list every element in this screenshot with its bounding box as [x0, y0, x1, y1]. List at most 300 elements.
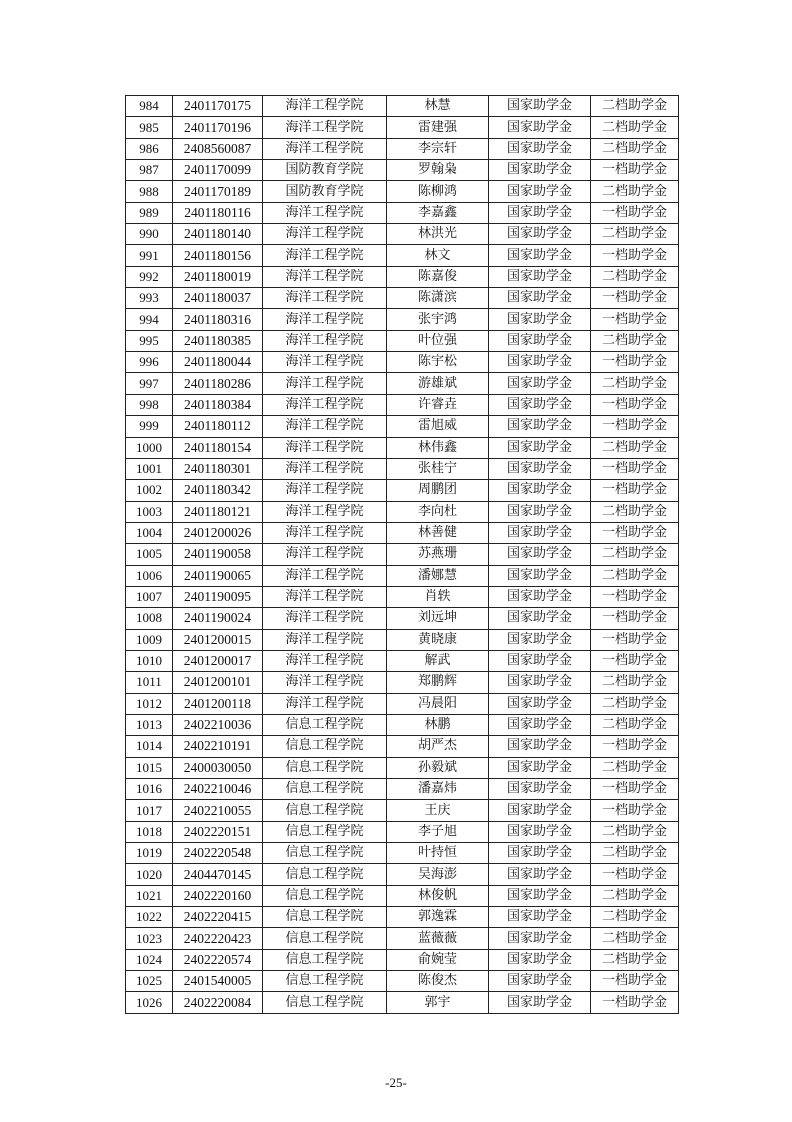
cell-college: 信息工程学院	[263, 843, 387, 864]
cell-student-name: 李向杜	[387, 501, 489, 522]
cell-grant-type: 国家助学金	[489, 309, 591, 330]
cell-grant-level: 一档助学金	[591, 202, 679, 223]
cell-serial-no: 1025	[126, 971, 173, 992]
cell-grant-type: 国家助学金	[489, 117, 591, 138]
cell-student-name: 林善健	[387, 522, 489, 543]
cell-college: 信息工程学院	[263, 779, 387, 800]
cell-college: 海洋工程学院	[263, 117, 387, 138]
table-row	[126, 202, 679, 223]
cell-student-id: 2402220574	[173, 949, 263, 970]
cell-student-name: 李子旭	[387, 821, 489, 842]
cell-student-id: 2401180286	[173, 373, 263, 394]
cell-serial-no: 987	[126, 160, 173, 181]
cell-grant-type: 国家助学金	[489, 224, 591, 245]
cell-college: 信息工程学院	[263, 757, 387, 778]
cell-student-id: 2402210055	[173, 800, 263, 821]
table-row	[126, 544, 679, 565]
cell-grant-level: 一档助学金	[591, 288, 679, 309]
cell-student-id: 2402220548	[173, 843, 263, 864]
cell-grant-type: 国家助学金	[489, 330, 591, 351]
cell-student-id: 2402220160	[173, 885, 263, 906]
cell-serial-no: 991	[126, 245, 173, 266]
cell-serial-no: 1023	[126, 928, 173, 949]
cell-grant-level: 二档助学金	[591, 181, 679, 202]
cell-student-name: 李宗轩	[387, 138, 489, 159]
cell-grant-level: 二档助学金	[591, 949, 679, 970]
cell-college: 国防教育学院	[263, 181, 387, 202]
cell-college: 海洋工程学院	[263, 224, 387, 245]
cell-student-name: 周鹏团	[387, 480, 489, 501]
cell-student-name: 李嘉鑫	[387, 202, 489, 223]
cell-serial-no: 1012	[126, 693, 173, 714]
cell-grant-type: 国家助学金	[489, 693, 591, 714]
cell-student-id: 2401180044	[173, 352, 263, 373]
cell-college: 海洋工程学院	[263, 522, 387, 543]
table-row	[126, 864, 679, 885]
cell-student-name: 陈俊杰	[387, 971, 489, 992]
cell-serial-no: 1026	[126, 992, 173, 1013]
cell-student-name: 叶持恒	[387, 843, 489, 864]
cell-student-id: 2402210046	[173, 779, 263, 800]
cell-grant-type: 国家助学金	[489, 608, 591, 629]
table-row	[126, 736, 679, 757]
cell-college: 信息工程学院	[263, 907, 387, 928]
cell-grant-type: 国家助学金	[489, 96, 591, 117]
cell-grant-level: 一档助学金	[591, 160, 679, 181]
cell-college: 信息工程学院	[263, 736, 387, 757]
cell-student-id: 2401180384	[173, 394, 263, 415]
cell-grant-level: 一档助学金	[591, 629, 679, 650]
cell-serial-no: 1007	[126, 586, 173, 607]
cell-student-id: 2401170099	[173, 160, 263, 181]
cell-grant-level: 二档助学金	[591, 224, 679, 245]
cell-grant-level: 二档助学金	[591, 96, 679, 117]
cell-grant-level: 一档助学金	[591, 992, 679, 1013]
table-row	[126, 693, 679, 714]
cell-college: 海洋工程学院	[263, 501, 387, 522]
cell-college: 信息工程学院	[263, 928, 387, 949]
cell-grant-type: 国家助学金	[489, 480, 591, 501]
table-row	[126, 522, 679, 543]
cell-college: 海洋工程学院	[263, 266, 387, 287]
cell-grant-type: 国家助学金	[489, 160, 591, 181]
table-row	[126, 885, 679, 906]
cell-grant-type: 国家助学金	[489, 522, 591, 543]
cell-serial-no: 1022	[126, 907, 173, 928]
cell-grant-type: 国家助学金	[489, 458, 591, 479]
cell-student-id: 2401170175	[173, 96, 263, 117]
cell-student-name: 许睿垚	[387, 394, 489, 415]
cell-student-id: 2402220415	[173, 907, 263, 928]
cell-student-name: 胡严杰	[387, 736, 489, 757]
table-row	[126, 672, 679, 693]
table-row	[126, 800, 679, 821]
cell-college: 海洋工程学院	[263, 309, 387, 330]
cell-student-name: 陈宇松	[387, 352, 489, 373]
cell-serial-no: 994	[126, 309, 173, 330]
cell-college: 海洋工程学院	[263, 565, 387, 586]
cell-serial-no: 997	[126, 373, 173, 394]
grant-list-table	[125, 95, 679, 1014]
cell-student-name: 俞婉莹	[387, 949, 489, 970]
cell-serial-no: 1006	[126, 565, 173, 586]
table-row	[126, 224, 679, 245]
cell-student-name: 林慧	[387, 96, 489, 117]
cell-grant-level: 二档助学金	[591, 885, 679, 906]
cell-grant-type: 国家助学金	[489, 992, 591, 1013]
cell-grant-type: 国家助学金	[489, 202, 591, 223]
cell-grant-type: 国家助学金	[489, 544, 591, 565]
cell-serial-no: 990	[126, 224, 173, 245]
cell-student-name: 林鹏	[387, 714, 489, 735]
cell-serial-no: 986	[126, 138, 173, 159]
cell-serial-no: 1008	[126, 608, 173, 629]
table-row	[126, 629, 679, 650]
cell-grant-level: 一档助学金	[591, 480, 679, 501]
cell-grant-level: 一档助学金	[591, 864, 679, 885]
cell-college: 信息工程学院	[263, 714, 387, 735]
cell-serial-no: 1017	[126, 800, 173, 821]
cell-grant-level: 二档助学金	[591, 501, 679, 522]
cell-serial-no: 1010	[126, 650, 173, 671]
cell-serial-no: 985	[126, 117, 173, 138]
cell-grant-level: 一档助学金	[591, 736, 679, 757]
cell-college: 海洋工程学院	[263, 245, 387, 266]
cell-student-id: 2401180154	[173, 437, 263, 458]
cell-college: 海洋工程学院	[263, 138, 387, 159]
cell-student-id: 2401200118	[173, 693, 263, 714]
cell-college: 海洋工程学院	[263, 586, 387, 607]
cell-grant-type: 国家助学金	[489, 266, 591, 287]
cell-student-name: 苏燕珊	[387, 544, 489, 565]
cell-college: 信息工程学院	[263, 992, 387, 1013]
cell-college: 国防教育学院	[263, 160, 387, 181]
cell-serial-no: 988	[126, 181, 173, 202]
cell-student-name: 肖轶	[387, 586, 489, 607]
cell-grant-type: 国家助学金	[489, 394, 591, 415]
cell-student-name: 游雄斌	[387, 373, 489, 394]
cell-grant-level: 二档助学金	[591, 757, 679, 778]
cell-grant-level: 二档助学金	[591, 138, 679, 159]
cell-student-name: 潘娜慧	[387, 565, 489, 586]
cell-college: 海洋工程学院	[263, 202, 387, 223]
cell-grant-level: 二档助学金	[591, 928, 679, 949]
cell-student-name: 潘嘉炜	[387, 779, 489, 800]
cell-grant-level: 一档助学金	[591, 586, 679, 607]
cell-college: 海洋工程学院	[263, 458, 387, 479]
cell-serial-no: 1011	[126, 672, 173, 693]
cell-student-id: 2401190065	[173, 565, 263, 586]
cell-student-id: 2401170189	[173, 181, 263, 202]
cell-student-id: 2404470145	[173, 864, 263, 885]
cell-grant-type: 国家助学金	[489, 629, 591, 650]
cell-serial-no: 1004	[126, 522, 173, 543]
cell-student-name: 黄晓康	[387, 629, 489, 650]
cell-grant-level: 二档助学金	[591, 693, 679, 714]
cell-grant-type: 国家助学金	[489, 181, 591, 202]
cell-grant-level: 二档助学金	[591, 565, 679, 586]
cell-grant-level: 一档助学金	[591, 352, 679, 373]
cell-college: 海洋工程学院	[263, 629, 387, 650]
cell-student-id: 2401200017	[173, 650, 263, 671]
table-row	[126, 138, 679, 159]
cell-serial-no: 996	[126, 352, 173, 373]
table-row	[126, 437, 679, 458]
cell-grant-level: 一档助学金	[591, 416, 679, 437]
cell-student-name: 雷建强	[387, 117, 489, 138]
table-row	[126, 160, 679, 181]
table-row	[126, 501, 679, 522]
cell-grant-type: 国家助学金	[489, 757, 591, 778]
cell-college: 海洋工程学院	[263, 352, 387, 373]
cell-grant-type: 国家助学金	[489, 885, 591, 906]
cell-student-id: 2402210036	[173, 714, 263, 735]
table-row	[126, 117, 679, 138]
cell-student-id: 2401200101	[173, 672, 263, 693]
cell-grant-level: 二档助学金	[591, 117, 679, 138]
cell-student-name: 林洪光	[387, 224, 489, 245]
cell-grant-type: 国家助学金	[489, 736, 591, 757]
cell-serial-no: 1019	[126, 843, 173, 864]
cell-student-id: 2401180116	[173, 202, 263, 223]
cell-college: 信息工程学院	[263, 949, 387, 970]
cell-grant-type: 国家助学金	[489, 779, 591, 800]
cell-student-id: 2401180301	[173, 458, 263, 479]
cell-student-id: 2401200015	[173, 629, 263, 650]
cell-serial-no: 1018	[126, 821, 173, 842]
cell-student-name: 陈柳鸿	[387, 181, 489, 202]
cell-student-id: 2402220151	[173, 821, 263, 842]
cell-serial-no: 1009	[126, 629, 173, 650]
table-row	[126, 352, 679, 373]
grant-list-body	[126, 96, 679, 1014]
cell-grant-level: 二档助学金	[591, 373, 679, 394]
cell-grant-level: 一档助学金	[591, 458, 679, 479]
cell-serial-no: 1016	[126, 779, 173, 800]
cell-grant-type: 国家助学金	[489, 800, 591, 821]
cell-grant-type: 国家助学金	[489, 586, 591, 607]
cell-college: 海洋工程学院	[263, 650, 387, 671]
cell-college: 海洋工程学院	[263, 693, 387, 714]
cell-college: 信息工程学院	[263, 971, 387, 992]
table-row	[126, 650, 679, 671]
cell-grant-type: 国家助学金	[489, 416, 591, 437]
table-row	[126, 266, 679, 287]
table-row	[126, 245, 679, 266]
table-row	[126, 714, 679, 735]
table-row	[126, 821, 679, 842]
cell-serial-no: 1024	[126, 949, 173, 970]
cell-student-name: 陈潇滨	[387, 288, 489, 309]
cell-student-name: 郭宇	[387, 992, 489, 1013]
cell-college: 信息工程学院	[263, 821, 387, 842]
cell-student-name: 刘远坤	[387, 608, 489, 629]
table-row	[126, 779, 679, 800]
cell-grant-level: 二档助学金	[591, 821, 679, 842]
cell-student-id: 2401180112	[173, 416, 263, 437]
cell-student-id: 2402220423	[173, 928, 263, 949]
cell-college: 海洋工程学院	[263, 416, 387, 437]
cell-grant-level: 二档助学金	[591, 544, 679, 565]
cell-student-name: 张桂宁	[387, 458, 489, 479]
table-row	[126, 288, 679, 309]
cell-student-name: 冯晨阳	[387, 693, 489, 714]
cell-grant-type: 国家助学金	[489, 245, 591, 266]
cell-college: 海洋工程学院	[263, 437, 387, 458]
cell-college: 海洋工程学院	[263, 672, 387, 693]
cell-student-id: 2401180019	[173, 266, 263, 287]
cell-college: 信息工程学院	[263, 864, 387, 885]
cell-serial-no: 1003	[126, 501, 173, 522]
cell-student-name: 陈嘉俊	[387, 266, 489, 287]
cell-grant-type: 国家助学金	[489, 821, 591, 842]
cell-student-id: 2401180121	[173, 501, 263, 522]
cell-student-id: 2401180342	[173, 480, 263, 501]
cell-grant-type: 国家助学金	[489, 864, 591, 885]
cell-grant-type: 国家助学金	[489, 288, 591, 309]
cell-student-name: 林俊帆	[387, 885, 489, 906]
cell-student-id: 2401180316	[173, 309, 263, 330]
cell-college: 海洋工程学院	[263, 330, 387, 351]
cell-grant-level: 一档助学金	[591, 245, 679, 266]
cell-serial-no: 989	[126, 202, 173, 223]
cell-serial-no: 1000	[126, 437, 173, 458]
cell-serial-no: 992	[126, 266, 173, 287]
cell-serial-no: 984	[126, 96, 173, 117]
cell-serial-no: 1015	[126, 757, 173, 778]
table-row	[126, 757, 679, 778]
table-row	[126, 992, 679, 1013]
table-row	[126, 96, 679, 117]
cell-student-name: 罗翰枭	[387, 160, 489, 181]
cell-student-id: 2401540005	[173, 971, 263, 992]
cell-serial-no: 998	[126, 394, 173, 415]
cell-student-id: 2400030050	[173, 757, 263, 778]
cell-student-id: 2401200026	[173, 522, 263, 543]
cell-grant-type: 国家助学金	[489, 672, 591, 693]
cell-student-name: 郭逸霖	[387, 907, 489, 928]
cell-student-name: 叶位强	[387, 330, 489, 351]
table-row	[126, 971, 679, 992]
cell-grant-level: 二档助学金	[591, 907, 679, 928]
cell-student-name: 张宇鸿	[387, 309, 489, 330]
cell-grant-type: 国家助学金	[489, 949, 591, 970]
table-row	[126, 458, 679, 479]
cell-student-id: 2401190058	[173, 544, 263, 565]
table-row	[126, 309, 679, 330]
cell-student-id: 2408560087	[173, 138, 263, 159]
cell-student-id: 2401180385	[173, 330, 263, 351]
cell-student-name: 王庆	[387, 800, 489, 821]
cell-student-id: 2401180037	[173, 288, 263, 309]
cell-college: 海洋工程学院	[263, 480, 387, 501]
cell-student-name: 雷旭威	[387, 416, 489, 437]
cell-grant-level: 一档助学金	[591, 650, 679, 671]
cell-grant-type: 国家助学金	[489, 501, 591, 522]
table-row	[126, 907, 679, 928]
cell-student-id: 2401190024	[173, 608, 263, 629]
table-row	[126, 480, 679, 501]
cell-college: 海洋工程学院	[263, 96, 387, 117]
cell-grant-level: 二档助学金	[591, 714, 679, 735]
cell-grant-level: 一档助学金	[591, 522, 679, 543]
cell-grant-type: 国家助学金	[489, 650, 591, 671]
cell-grant-level: 一档助学金	[591, 309, 679, 330]
cell-student-name: 郑鹏辉	[387, 672, 489, 693]
cell-grant-type: 国家助学金	[489, 907, 591, 928]
table-row	[126, 394, 679, 415]
cell-grant-level: 二档助学金	[591, 437, 679, 458]
table-row	[126, 608, 679, 629]
table-row	[126, 416, 679, 437]
cell-grant-level: 一档助学金	[591, 608, 679, 629]
cell-grant-type: 国家助学金	[489, 928, 591, 949]
cell-grant-level: 一档助学金	[591, 971, 679, 992]
cell-college: 海洋工程学院	[263, 394, 387, 415]
cell-student-id: 2402220084	[173, 992, 263, 1013]
cell-grant-type: 国家助学金	[489, 843, 591, 864]
cell-serial-no: 1001	[126, 458, 173, 479]
cell-grant-type: 国家助学金	[489, 352, 591, 373]
cell-serial-no: 1005	[126, 544, 173, 565]
cell-grant-level: 一档助学金	[591, 800, 679, 821]
table-row	[126, 565, 679, 586]
cell-grant-level: 二档助学金	[591, 672, 679, 693]
cell-serial-no: 999	[126, 416, 173, 437]
table-row	[126, 843, 679, 864]
cell-grant-type: 国家助学金	[489, 373, 591, 394]
cell-student-id: 2401180140	[173, 224, 263, 245]
cell-student-name: 解武	[387, 650, 489, 671]
cell-student-id: 2402210191	[173, 736, 263, 757]
cell-college: 海洋工程学院	[263, 288, 387, 309]
cell-student-name: 林伟鑫	[387, 437, 489, 458]
cell-serial-no: 1013	[126, 714, 173, 735]
cell-grant-level: 二档助学金	[591, 843, 679, 864]
cell-grant-level: 一档助学金	[591, 779, 679, 800]
cell-college: 海洋工程学院	[263, 373, 387, 394]
table-row	[126, 949, 679, 970]
cell-student-name: 孙毅斌	[387, 757, 489, 778]
cell-student-name: 吴海澎	[387, 864, 489, 885]
page-number: -25-	[385, 1075, 407, 1090]
cell-college: 海洋工程学院	[263, 608, 387, 629]
cell-serial-no: 995	[126, 330, 173, 351]
cell-student-name: 林文	[387, 245, 489, 266]
cell-student-id: 2401170196	[173, 117, 263, 138]
cell-serial-no: 1020	[126, 864, 173, 885]
table-row	[126, 373, 679, 394]
cell-grant-level: 一档助学金	[591, 394, 679, 415]
cell-grant-level: 二档助学金	[591, 266, 679, 287]
cell-grant-level: 二档助学金	[591, 330, 679, 351]
cell-college: 信息工程学院	[263, 800, 387, 821]
table-row	[126, 928, 679, 949]
cell-serial-no: 1014	[126, 736, 173, 757]
cell-grant-type: 国家助学金	[489, 565, 591, 586]
cell-grant-type: 国家助学金	[489, 971, 591, 992]
cell-student-id: 2401180156	[173, 245, 263, 266]
cell-serial-no: 1002	[126, 480, 173, 501]
cell-grant-type: 国家助学金	[489, 714, 591, 735]
cell-college: 海洋工程学院	[263, 544, 387, 565]
cell-grant-type: 国家助学金	[489, 437, 591, 458]
cell-student-name: 蓝薇薇	[387, 928, 489, 949]
table-row	[126, 330, 679, 351]
cell-serial-no: 1021	[126, 885, 173, 906]
cell-grant-type: 国家助学金	[489, 138, 591, 159]
cell-college: 信息工程学院	[263, 885, 387, 906]
